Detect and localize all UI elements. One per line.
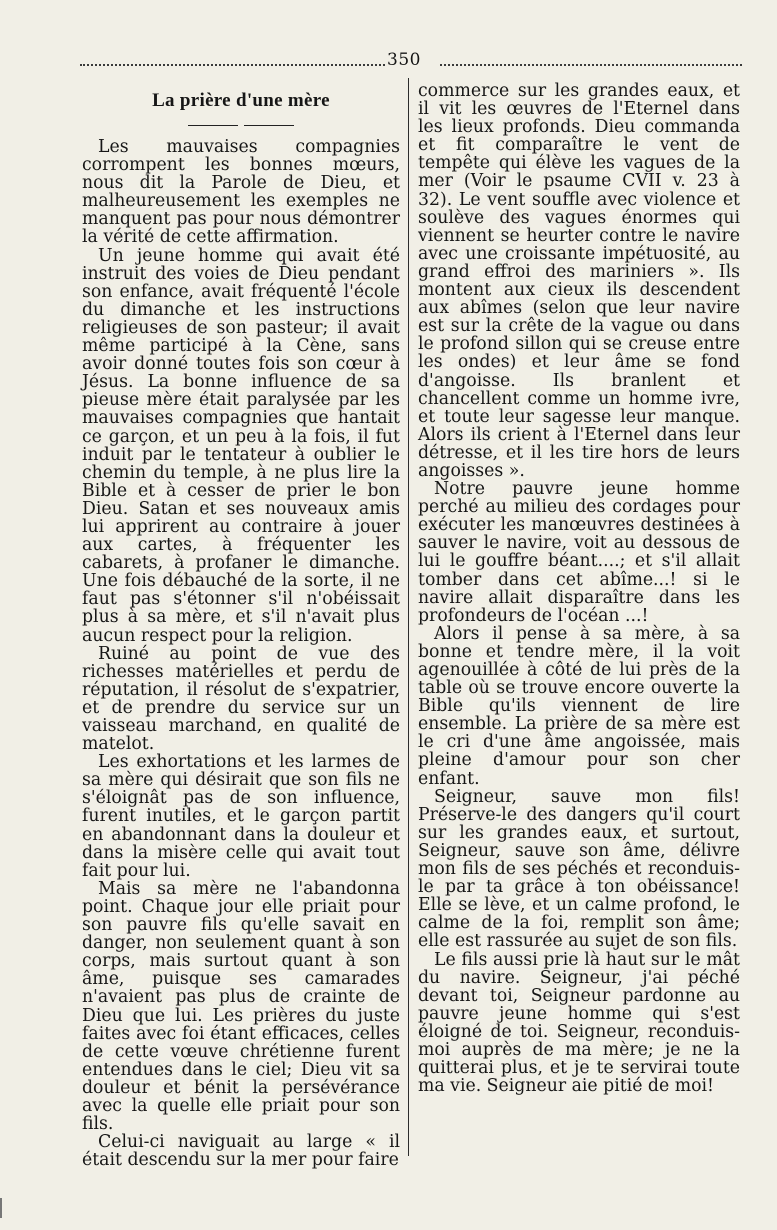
margin-mark — [0, 1198, 8, 1218]
paragraph: Alors il pense à sa mère, à sa bonne et tendre mère, il la voit agenouillée à côté de lui près de la table où se trouve encore ouverte la Bible qu'ils viennent de lire ensemble. La prière de sa mère est le cri d'une âme angoissée, mais pleine d'amour pour son cher enfant. — [418, 623, 740, 789]
title-rule — [82, 116, 400, 126]
paragraph: Un jeune homme qui avait été instruit des voies de Dieu pendant son enfance, avait fréquenté l'école du dimanche et les instructions religieuses de son pasteur; il avait même participé à la Cène, sans avoir donné toutes fois son cœur à Jésus. La bonne influence de sa pieuse mère était paralysée par les mauvaises compagnies que hantait ce garçon, et un peu à la fois, il fut induit par le tentateur à oublier le chemin du temple, à ne plus lire la Bible et à cesser de prier le bon Dieu. Satan et ses nouveaux amis lui apprirent au contraire à jouer aux cartes, à fréquenter les cabarets, à profaner le dimanche. Une fois débauché de la sorte, il ne faut pas s'étonner s'il n'obéissait plus à sa mère, et s'il n'avait plus aucun respect pour la religion. — [82, 245, 400, 646]
paragraph: Les mauvaises compagnies corrompent les bonnes mœurs, nous dit la Parole de Dieu, et malheureusement les exemples ne manquent pas pour nous démontrer la vérité de cette affirmation. — [82, 137, 400, 248]
paragraph: Celui-ci naviguait au large « il était descendu sur la mer pour faire — [82, 1132, 400, 1171]
paragraph: Le fils aussi prie là haut sur le mât du navire. Seigneur, j'ai péché devant toi, Seigneur pardonne au pauvre jeune homme qui s'est éloigné de toi. Seigneur, reconduis-moi auprès de ma mère; je ne la quitterai plus, et je te servirai toute ma vie. Seigneur aie pitié de moi! — [418, 949, 740, 1097]
paragraph: Seigneur, sauve mon fils! Préserve-le des dangers qu'il court sur les grandes eaux, et surtout, Seigneur, sauve son âme, délivre mon fils de ses péchés et reconduis-le par ta grâce à ton obéissance! Elle se lève, et un calme profond, le calme de la foi, remplit son âme; elle est rassurée au sujet de son fils. — [418, 786, 740, 952]
paragraph: Mais sa mère ne l'abandonna point. Chaque jour elle priait pour son pauvre fils qu'elle savait en danger, non seulement quant à son corps, mais surtout quant à son âme, puisque ses camarades n'avaient pas plus de crainte de Dieu que lui. Les prières du juste faites avec foi étant efficaces, celles de cette vœuve chrétienne furent entendues dans le ciel; Dieu vit sa douleur et bénit la persévérance avec la quelle elle priait pour son fils. — [82, 878, 400, 1135]
right-column — [418, 82, 740, 1095]
header-rule-right — [440, 64, 742, 66]
paragraph: Les exhortations et les larmes de sa mère qui désirait que son fils ne s'éloignât pas de son influence, furent inutiles, et le garçon partit en abandonnant dans la douleur et dans la misère celle qui avait tout fait pour lui. — [82, 752, 400, 881]
page-number: 350 — [387, 50, 421, 70]
paragraph: Ruiné au point de vue des richesses matérielles et perdu de réputation, il résolut de s'expatrier, et de prendre du service sur un vaisseau marchand, en qualité de matelot. — [82, 643, 400, 755]
left-column — [82, 82, 400, 1169]
header-rule-left — [80, 64, 385, 66]
paragraph: commerce sur les grandes eaux, et il vit les œuvres de l'Eternel dans les lieux profonds. Dieu commanda et fit comparaître le vent de tempête qui élève les vagues de la mer (Voir le psaume CVII v. 23 à 32). Le vent souffle avec violence et soulève des vagues énormes qui viennent se heurter contre le navire avec une croissante impétuosité, au grand effroi des mariniers ». Ils montent aux cieux ils descendent aux abîmes (selon que leur navire est sur la crête de la vague ou dans le profond sillon qui se creuse entre les ondes) et leur âme se fond d'angoisse. Ils branlent et chancellent comme un homme ivre, et toute leur sagesse leur manque. Alors ils crient à l'Eternel dans leur détresse, et il les tire hors de leurs angoisses ». — [418, 81, 740, 481]
paragraph: Notre pauvre jeune homme perché au milieu des cordages pour exécuter les manœuvres destinées à sauver le navire, voit au dessous de lui le gouffre béant....; et s'il allait tomber dans cet abîme...! si le navire allait disparaître dans les profondeurs de l'océan ...! — [418, 479, 740, 626]
article-title: La prière d'une mère — [152, 90, 330, 111]
column-divider — [408, 78, 409, 1156]
